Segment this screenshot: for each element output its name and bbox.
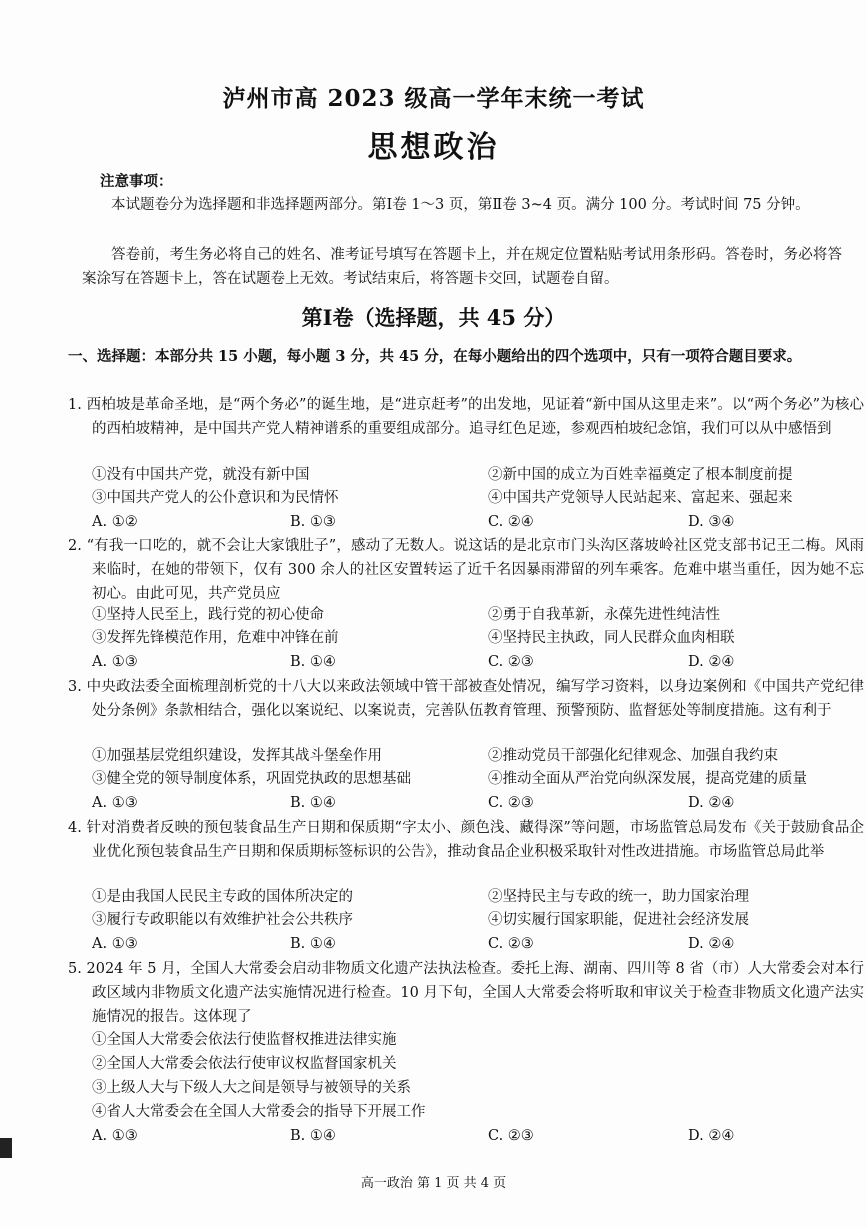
- question-1-choice-a: A. ①②: [92, 514, 138, 530]
- question-3-choice-c: C. ②③: [488, 795, 534, 811]
- question-5-item-2: ②全国人大常委会依法行使审议权监督国家机关: [92, 1056, 397, 1072]
- question-2-choice-c: C. ②③: [488, 654, 534, 670]
- question-3-choice-a: A. ①③: [92, 795, 138, 811]
- question-1-item-2: ②新中国的成立为百姓幸福奠定了根本制度前提: [488, 467, 793, 483]
- question-4-choice-a: A. ①③: [92, 936, 138, 952]
- question-2-stem: 2. “有我一口吃的，就不会让大家饿肚子”，感动了无数人。说这话的是北京市门头沟区落坡岭社区党支部书记王二梅。风雨来临时，在她的带领下，仅有 300 余人的社区安置转运了近千名因暴雨滞留的列车乘客。危难中堪当重任，因为她不忘初心。由此可见，共产党员应: [68, 538, 864, 602]
- question-1-item-1: ①没有中国共产党，就没有新中国: [92, 467, 310, 483]
- question-4-item-2: ②坚持民主与专政的统一，助力国家治理: [488, 889, 749, 905]
- notice-heading: 注意事项：: [100, 173, 173, 190]
- question-5-choice-a: A. ①③: [92, 1128, 138, 1144]
- question-2-item-4: ④坚持民主执政，同人民群众血肉相联: [488, 630, 735, 646]
- notice-paragraph-2: 答卷前，考生务必将自己的姓名、准考证号填写在答题卡上，并在规定位置粘贴考试用条形码。答卷时，务必将答案涂写在答题卡上，答在试题卷上无效。考试结束后，将答题卡交回，试题卷自留。: [82, 247, 842, 287]
- question-2-item-1: ①坚持人民至上，践行党的初心使命: [92, 607, 324, 623]
- question-3-item-2: ②推动党员干部强化纪律观念、加强自我约束: [488, 748, 778, 764]
- question-2-item-3: ③发挥先锋模范作用，危难中冲锋在前: [92, 630, 339, 646]
- question-5-item-4: ④省人大常委会在全国人大常委会的指导下开展工作: [92, 1104, 426, 1120]
- question-5-choice-c: C. ②③: [488, 1128, 534, 1144]
- exam-title: 泸州市高 2023 级高一学年末统一考试: [222, 85, 645, 112]
- question-4-choice-b: B. ①④: [290, 936, 336, 952]
- question-5-choice-b: B. ①④: [290, 1128, 336, 1144]
- question-5-stem: 5. 2024 年 5 月，全国人大常委会启动非物质文化遗产法执法检查。委托上海、湖南、四川等 8 省（市）人大常委会对本行政区域内非物质文化遗产法实施情况进行检查。10 月下旬，全国人大常委会将听取和审议关于检查非物质文化遗产法实施情况的报告。这体现了: [68, 961, 864, 1025]
- question-2-choice-d: D. ②④: [688, 654, 735, 670]
- notice-paragraph-1: 本试题卷分为选择题和非选择题两部分。第Ⅰ卷 1～3 页，第Ⅱ卷 3~4 页。满分 100 分。考试时间 75 分钟。: [111, 197, 810, 213]
- subject-title: 思想政治: [367, 130, 500, 165]
- question-3-item-4: ④推动全面从严治党向纵深发展，提高党建的质量: [488, 771, 807, 787]
- scan-edge-mark: [0, 1138, 12, 1158]
- question-3-choice-d: D. ②④: [688, 795, 735, 811]
- page-footer: 高一政治 第 1 页 共 4 页: [360, 1176, 507, 1191]
- section-instruction: 一、选择题：本部分共 15 小题，每小题 3 分，共 45 分，在每小题给出的四个选项中，只有一项符合题目要求。: [68, 348, 802, 365]
- question-4-item-4: ④切实履行国家职能，促进社会经济发展: [488, 912, 749, 928]
- question-4-item-1: ①是由我国人民民主专政的国体所决定的: [92, 889, 353, 905]
- question-5-item-1: ①全国人大常委会依法行使监督权推进法律实施: [92, 1032, 397, 1048]
- question-4-choice-d: D. ②④: [688, 936, 735, 952]
- question-4-item-3: ③履行专政职能以有效维护社会公共秩序: [92, 912, 353, 928]
- question-5-choice-d: D. ②④: [688, 1128, 735, 1144]
- question-4-choice-c: C. ②③: [488, 936, 534, 952]
- question-1-choice-d: D. ③④: [688, 514, 735, 530]
- question-3-stem: 3. 中央政法委全面梳理剖析党的十八大以来政法领域中管干部被查处情况，编写学习资料，以身边案例和《中国共产党纪律处分条例》条款相结合，强化以案说纪、以案说责，完善队伍教育管理、预警预防、监督惩处等制度措施。这有利于: [68, 679, 864, 719]
- section-title: 第Ⅰ卷（选择题，共 45 分）: [301, 305, 566, 330]
- question-2-choice-b: B. ①④: [290, 654, 336, 670]
- question-2-choice-a: A. ①③: [92, 654, 138, 670]
- question-1-choice-b: B. ①③: [290, 514, 336, 530]
- question-1-item-4: ④中国共产党领导人民站起来、富起来、强起来: [488, 490, 793, 506]
- question-2-item-2: ②勇于自我革新，永葆先进性纯洁性: [488, 607, 720, 623]
- question-5-item-3: ③上级人大与下级人大之间是领导与被领导的关系: [92, 1080, 411, 1096]
- question-3-choice-b: B. ①④: [290, 795, 336, 811]
- question-1-stem: 1. 西柏坡是革命圣地，是“两个务必”的诞生地，是“进京赶考”的出发地，见证着“新中国从这里走来”。以“两个务必”为核心的西柏坡精神，是中国共产党人精神谱系的重要组成部分。追寻红色足迹，参观西柏坡纪念馆，我们可以从中感悟到: [68, 397, 864, 437]
- question-4-stem: 4. 针对消费者反映的预包装食品生产日期和保质期“字太小、颜色浅、藏得深”等问题，市场监管总局发布《关于鼓励食品企业优化预包装食品生产日期和保质期标签标识的公告》，推动食品企业积极采取针对性改进措施。市场监管总局此举: [68, 820, 864, 860]
- question-3-item-3: ③健全党的领导制度体系，巩固党执政的思想基础: [92, 771, 411, 787]
- question-1-choice-c: C. ②④: [488, 514, 534, 530]
- question-1-item-3: ③中国共产党人的公仆意识和为民情怀: [92, 490, 339, 506]
- question-3-item-1: ①加强基层党组织建设，发挥其战斗堡垒作用: [92, 748, 382, 764]
